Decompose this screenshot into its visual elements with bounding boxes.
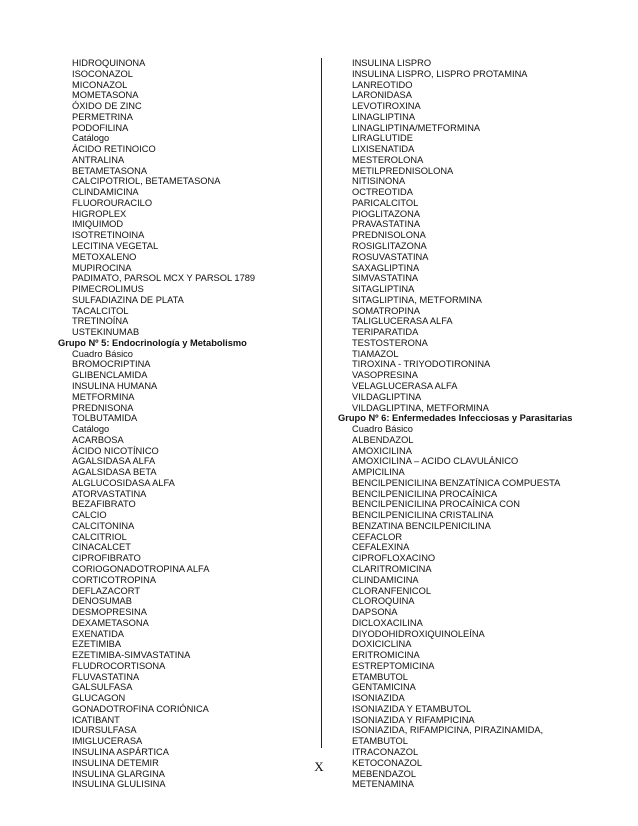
drug-list-item: LINAGLIPTINA/METFORMINA [352,122,481,133]
drug-list-item: FLUVASTATINA [72,671,140,682]
list-subheading: Cuadro Básico [72,348,133,359]
drug-list-item: TIAMAZOL [352,348,399,359]
drug-list-item: CLOROQUINA [352,596,415,607]
drug-list-item: CLINDAMICINA [352,574,419,585]
drug-list-item: METFORMINA [72,391,135,402]
drug-list-item: BENZATINA BENCILPENICILINA [352,520,491,531]
drug-list-item: SOMATROPINA [352,305,421,316]
drug-list-item: ISOCONAZOL [72,68,133,79]
drug-list-item: FLUDROCORTISONA [72,660,166,671]
drug-list-item: CORTICOTROPINA [72,574,157,585]
drug-list-item: BENCILPENICILINA BENZATÍNICA COMPUESTA [352,477,561,488]
drug-list-item: GLUCAGON [72,693,126,704]
drug-list-item: CORIOGONADOTROPINA ALFA [72,563,210,574]
drug-list-item: CIPROFIBRATO [72,553,141,564]
drug-list-item: ICATIBANT [72,714,120,725]
group-heading: Grupo Nº 5: Endocrinología y Metabolismo [58,337,247,348]
drug-list-item: DEXAMETASONA [72,617,149,628]
drug-list-item: ERITROMICINA [352,650,420,661]
drug-list-item: SULFADIAZINA DE PLATA [72,294,184,305]
drug-list-item: DESMOPRESINA [72,607,147,618]
drug-list-item: IMIGLUCERASA [72,736,143,747]
drug-list-item: MESTEROLONA [352,154,424,165]
drug-list-item: CALCIPOTRIOL, BETAMETASONA [72,176,221,187]
drug-list-item: INSULINA GLARGINA [72,768,165,779]
drug-list-item: CALCITRIOL [72,531,127,542]
drug-list-item: INSULINA HUMANA [72,380,158,391]
drug-list-item: ACARBOSA [72,434,124,445]
drug-list-item: NITISINONA [352,176,406,187]
drug-list-item: PIOGLITAZONA [352,208,421,219]
drug-list-item: EXENATIDA [72,628,125,639]
drug-list-item: MICONAZOL [72,79,128,90]
drug-list-item: ÁCIDO NICOTÍNICO [72,445,159,456]
drug-list-item: CEFALEXINA [352,542,410,553]
drug-list-item: AGALSIDASA ALFA [72,456,156,467]
drug-list-item: ITRACONAZOL [352,747,419,757]
drug-list-item: LINAGLIPTINA [352,111,416,122]
page-number: X [314,759,324,774]
drug-list-item: ETAMBUTOL [352,671,408,682]
drug-list-item: INSULINA DETEMIR [72,757,159,768]
drug-list-item: ESTREPTOMICINA [352,660,435,671]
drug-list-item: CEFACLOR [352,531,403,542]
right-column [338,58,628,790]
drug-list-item: TESTOSTERONA [352,337,428,348]
drug-list-item: ISOTRETINOINA [72,230,145,241]
drug-list-item: DICLOXACILINA [352,617,423,628]
drug-list-item: PREDNISONA [72,402,134,413]
drug-list-item: GALSULFASA [72,682,133,693]
drug-list-item: CLORANFENICOL [352,585,432,596]
drug-list-item: PRAVASTATINA [352,219,421,230]
drug-list-item: EZETIMIBA-SIMVASTATINA [72,650,191,661]
drug-list-item: FLUOROURACILO [72,197,153,208]
drug-list-item: METILPREDNISOLONA [352,165,454,176]
drug-list-item: CIPROFLOXACINO [352,553,436,564]
drug-list-item: ISONIAZIDA Y RIFAMPICINA [352,714,475,725]
drug-list-item: EZETIMIBA [72,639,122,650]
drug-list-item: ÁCIDO RETINOICO [72,144,156,155]
drug-list-item: SIMVASTATINA [352,273,419,284]
drug-list-item: HIDROQUINONA [72,58,146,68]
drug-list-item: CLARITROMICINA [352,563,432,574]
drug-list-item: PREDNISOLONA [352,230,426,241]
drug-list-item: TERIPARATIDA [352,327,419,338]
drug-list-item: BENCILPENICILINA PROCAÍNICA CON [352,499,520,510]
drug-list-item: LARONIDASA [352,90,412,101]
list-subheading: Catálogo [72,424,110,435]
drug-list-item: INSULINA LISPRO [352,58,432,68]
drug-list-item: SITAGLIPTINA [352,284,415,295]
list-subheading: Cuadro Básico [352,424,413,435]
drug-list-item: GONADOTROFINA CORIÓNICA [72,703,209,714]
drug-list-item: ANTRALINA [72,154,125,165]
list-subheading: Catálogo [72,133,110,144]
drug-list-item: ETAMBUTOL [352,736,408,747]
drug-list-item: TIROXINA - TRIYODOTIRONINA [352,359,491,370]
drug-list-item: TOLBUTAMIDA [72,413,138,424]
drug-list-item: SAXAGLIPTINA [352,262,420,273]
drug-list-item: DEFLAZACORT [72,585,141,596]
group-heading: Grupo Nº 6: Enfermedades Infecciosas y Parasitarias [338,413,573,424]
drug-list-item: LANREOTIDO [352,79,413,90]
drug-list-item: KETOCONAZOL [352,757,423,768]
drug-list-item: BEZAFIBRATO [72,499,136,510]
drug-list-item: ISONIAZIDA, RIFAMPICINA, PIRAZINAMIDA, [352,725,544,736]
drug-list-item: AGALSIDASA BETA [72,467,157,478]
drug-list-item: ATORVASTATINA [72,488,147,499]
left-column [58,58,316,790]
drug-list-item: DAPSONA [352,607,398,618]
drug-list-item: MEBENDAZOL [352,768,417,779]
drug-list-item: HIGROPLEX [72,208,127,219]
drug-list-item: PIMECROLIMUS [72,284,144,295]
drug-list-item: DENOSUMAB [72,596,132,607]
drug-list-item: AMOXICILINA – ACIDO CLAVULÁNICO [352,456,519,467]
drug-list-item: SITAGLIPTINA, METFORMINA [352,294,482,305]
drug-list-item: BETAMETASONA [72,165,148,176]
drug-list-item: GLIBENCLAMIDA [72,370,148,381]
drug-list-item: CLINDAMICINA [72,187,139,198]
drug-list-item: GENTAMICINA [352,682,416,693]
column-divider [321,58,322,748]
drug-list-item: USTEKINUMAB [72,327,140,338]
drug-list-item: DIYODOHIDROXIQUINOLEÍNA [352,628,485,639]
drug-list-item: OCTREOTIDA [352,187,413,198]
drug-list-item: MOMETASONA [72,90,139,101]
drug-list-item: TALIGLUCERASA ALFA [352,316,453,327]
drug-list-item: LIXISENATIDA [352,144,415,155]
drug-list-item: METENAMINA [352,779,414,790]
drug-list-item: BENCILPENICILINA PROCAÍNICA [352,488,498,499]
drug-list-item: LIRAGLUTIDE [352,133,413,144]
drug-list-item: VILDAGLIPTINA [352,391,422,402]
drug-list-item: VASOPRESINA [352,370,418,381]
drug-list-item: IDURSULFASA [72,725,137,736]
drug-list-item: ALBENDAZOL [352,434,414,445]
drug-list-item: VELAGLUCERASA ALFA [352,380,458,391]
drug-list-item: INSULINA ASPÁRTICA [72,747,169,757]
drug-list-item: DOXICICLINA [352,639,412,650]
drug-list-item: INSULINA GLULISINA [72,779,166,790]
drug-list-item: ROSIGLITAZONA [352,241,427,252]
drug-list-item: CALCITONINA [72,520,135,531]
drug-list-item: PODOFILINA [72,122,129,133]
drug-list-item: ALGLUCOSIDASA ALFA [72,477,175,488]
drug-list-item: BROMOCRIPTINA [72,359,151,370]
drug-list-item: ISONIAZIDA [352,693,405,704]
drug-list-item: MUPIROCINA [72,262,132,273]
drug-list-item: ÓXIDO DE ZINC [72,101,142,112]
drug-list-item: INSULINA LISPRO, LISPRO PROTAMINA [352,68,528,79]
drug-list-item: TACALCITOL [72,305,129,316]
drug-list-item: PADIMATO, PARSOL MCX Y PARSOL 1789 [72,273,256,284]
drug-list-item: IMIQUIMOD [72,219,124,230]
drug-list-item: LEVOTIROXINA [352,101,421,112]
drug-list-item: TRETINOÍNA [72,316,129,327]
drug-list-item: LECITINA VEGETAL [72,241,159,252]
drug-list-item: PERMETRINA [72,111,133,122]
drug-list-item: ROSUVASTATINA [352,251,429,262]
drug-list-item: AMOXICILINA [352,445,412,456]
drug-list-item: AMPICILINA [352,467,405,478]
drug-list-item: METOXALENO [72,251,137,262]
drug-list-item: PARICALCITOL [352,197,419,208]
drug-list-item: CINACALCET [72,542,131,553]
drug-list-item: ISONIAZIDA Y ETAMBUTOL [352,703,472,714]
drug-list-item: BENCILPENICILINA CRISTALINA [352,510,494,521]
drug-list-item: VILDAGLIPTINA, METFORMINA [352,402,489,413]
drug-list-item: CALCIO [72,510,107,521]
